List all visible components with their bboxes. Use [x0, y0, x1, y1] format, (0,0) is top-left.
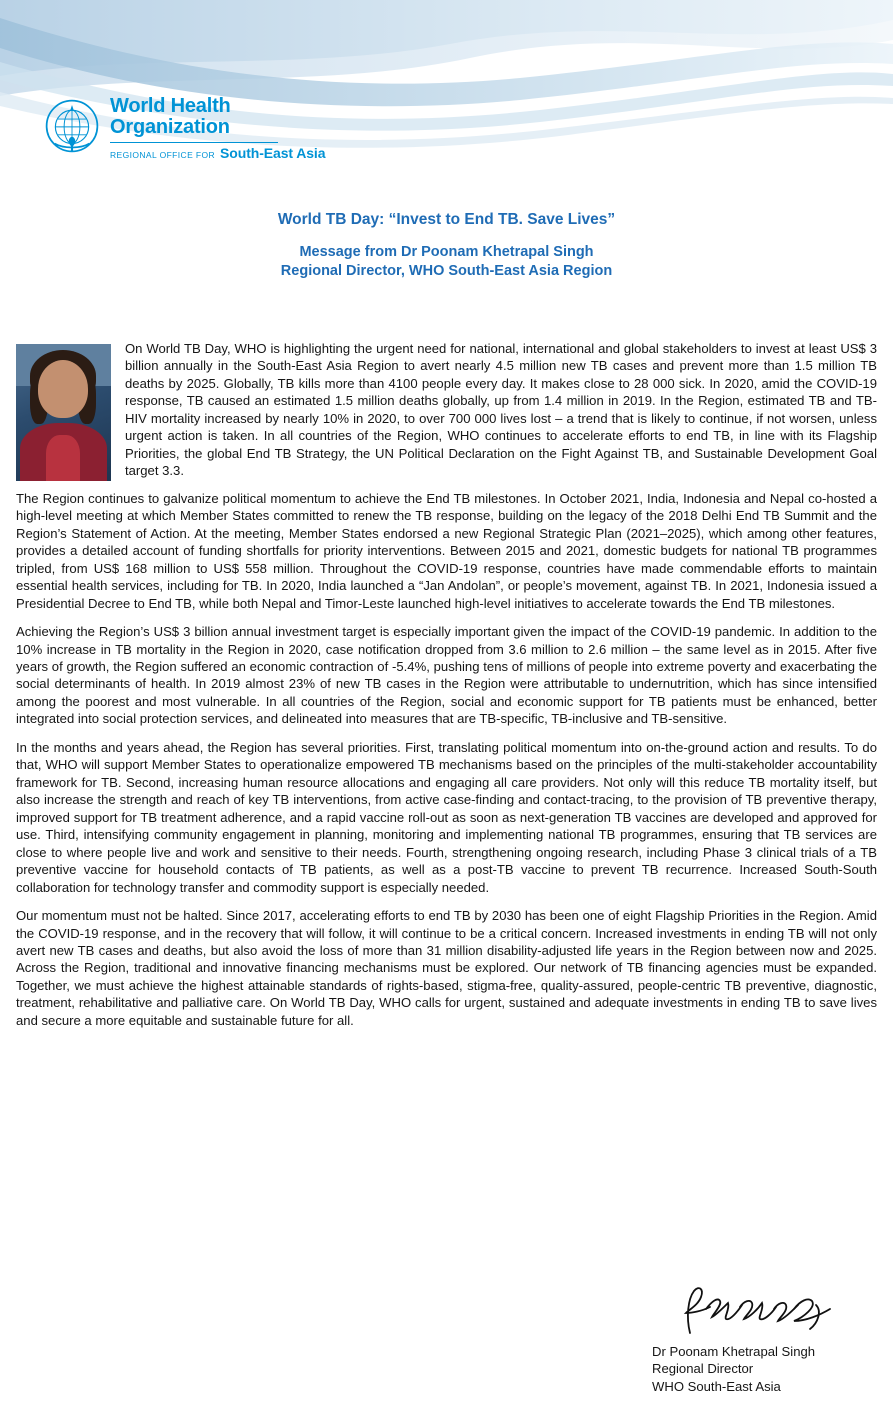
signer-name: Dr Poonam Khetrapal Singh: [652, 1344, 816, 1359]
page-subtitle-author: Message from Dr Poonam Khetrapal Singh: [299, 244, 594, 260]
logo-divider: [110, 142, 278, 143]
logo-regional-prefix: REGIONAL OFFICE FOR: [110, 149, 216, 160]
paragraph-5: Our momentum must not be halted. Since 2017, accelerating efforts to end TB by 2030 has been one of eight Flagship Priorities in the Region. Amid the COVID-19 response, and in the recovery that will follow, it will continue to be a critical concern. Increased investments in ending TB will not only avert new TB cases and deaths, but also avoid the loss of more than 31 million disability-adjusted life years in the Region between now and 2025. Across the Region, traditional and innovative financing mechanisms must be explored. Our network of TB financing agencies must be expanded. Together, we must achieve the highest attainable standards of rights-based, stigma-free, quality-assured, people-centric TB preventive, diagnostic, treatment, rehabilitative and palliative care. On World TB Day, WHO calls for urgent, sustained and adequate investments in ending TB to save lives and secure a more equitable and sustainable future for all.: [16, 908, 877, 1028]
signer-office: WHO South-East Asia: [652, 1378, 781, 1394]
author-portrait-image: [16, 344, 111, 481]
who-emblem-icon: [44, 98, 100, 154]
signer-role: Regional Director: [652, 1361, 754, 1377]
logo-line-2: Organization: [110, 115, 230, 138]
document-body: [16, 340, 877, 1040]
handwritten-signature-icon: [666, 1283, 882, 1339]
logo-region: South-East Asia: [220, 144, 326, 161]
logo-line-1: World Health: [110, 95, 231, 117]
who-logo: [44, 96, 325, 160]
paragraph-1: On World TB Day, WHO is highlighting the urgent need for national, international and global stakeholders to invest at least US$ 3 billion annually in the South-East Asia Region to avert nearly 4.5 million new TB cases and prevent more than 1.5 million TB deaths by 2025. Globally, TB kills more than 4100 people every day. It makes close to 28 000 sick. In 2020, amid the COVID-19 response, TB caused an estimated 1.5 million deaths globally, up from 1.4 million in 2019. In the Region, estimated TB and TB-HIV mortality increased by nearly 10% in 2020, to over 700 000 lives lost – a trend that is likely to continue, if not worsen, unless urgent action is taken. In all countries of the Region, WHO continues to accelerate efforts to end TB, in line with its Flagship Priorities, the global End TB Strategy, the UN Political Declaration on the Fight Against TB, and Sustainable Development Goal target 3.3.: [125, 341, 877, 479]
signature-block: [652, 1283, 882, 1395]
page-title: World TB Day: “Invest to End TB. Save Lives”: [277, 211, 616, 228]
document-titles: [0, 211, 893, 279]
paragraph-2: The Region continues to galvanize political momentum to achieve the End TB milestones. In October 2021, India, Indonesia and Nepal co-hosted a high-level meeting at which Member States committed to renew the TB response, building on the legacy of the 2018 Delhi End TB Summit and the Region’s Statement of Action. At the meeting, Member States endorsed a new Regional Strategic Plan (2021–2025), which among other features, provides a detailed account of funding shortfalls for priority interventions. Between 2015 and 2021, domestic budgets for national TB programmes tripled, from US$ 168 million to US$ 558 million. Throughout the COVID-19 response, countries have made commendable efforts to maintain essential health services, including for TB. In 2020, India launched a “Jan Andolan”, or people’s movement, against TB. In 2021, Indonesia issued a Presidential Decree to End TB, while both Nepal and Timor-Leste launched high-level initiatives to accelerate towards the End TB milestones.: [16, 490, 877, 611]
paragraph-3: Achieving the Region’s US$ 3 billion annual investment target is especially important given the impact of the COVID-19 pandemic. In addition to the 10% increase in TB mortality in the Region in 2020, case notification dropped from 3.6 million to 2.6 million – the same level as in 2015. After five years of growth, the Region suffered an economic contraction of -5.4%, pushing tens of millions of people into extreme poverty and exacerbating the social determinants of health. In 2019 almost 23% of new TB cases in the Region were attributable to undernutrition, which has since intensified among the poorest and most vulnerable. In all countries of the Region, social and economic support for TB patients must be enhanced, better integrated into social protection services, and delineated into measures that are TB-specific, TB-inclusive and TB-sensitive.: [16, 624, 877, 727]
paragraph-4: In the months and years ahead, the Region has several priorities. First, translating political momentum into on-the-ground action and results. To do that, WHO will support Member States to operationalize empowered TB mechanisms based on the principles of the multi-stakeholder accountability framework for TB. Second, increasing human resource allocations and engaging all care providers. Not only will this reduce TB mortality itself, but also increase the strength and reach of key TB interventions, from active case-finding and contact-tracing, to the provision of TB preventive therapy, improved support for TB treatment adherence, and a rapid vaccine roll-out as soon as next-generation TB vaccines are developed and approved for use. Third, intensifying community engagement in planning, monitoring and implementing national TB programmes, ensuring that TB services are close to where people live and work and sensitive to their needs. Fourth, strengthening ongoing research, including Phase 3 clinical trials of a TB preventive vaccine for household contacts of TB patients, as well as a post-TB vaccine to prevent TB recurrence. Increased South-South collaboration for technology transfer and commodity support is especially needed.: [16, 739, 877, 895]
page-subtitle-role: Regional Director, WHO South-East Asia Region: [280, 263, 613, 279]
